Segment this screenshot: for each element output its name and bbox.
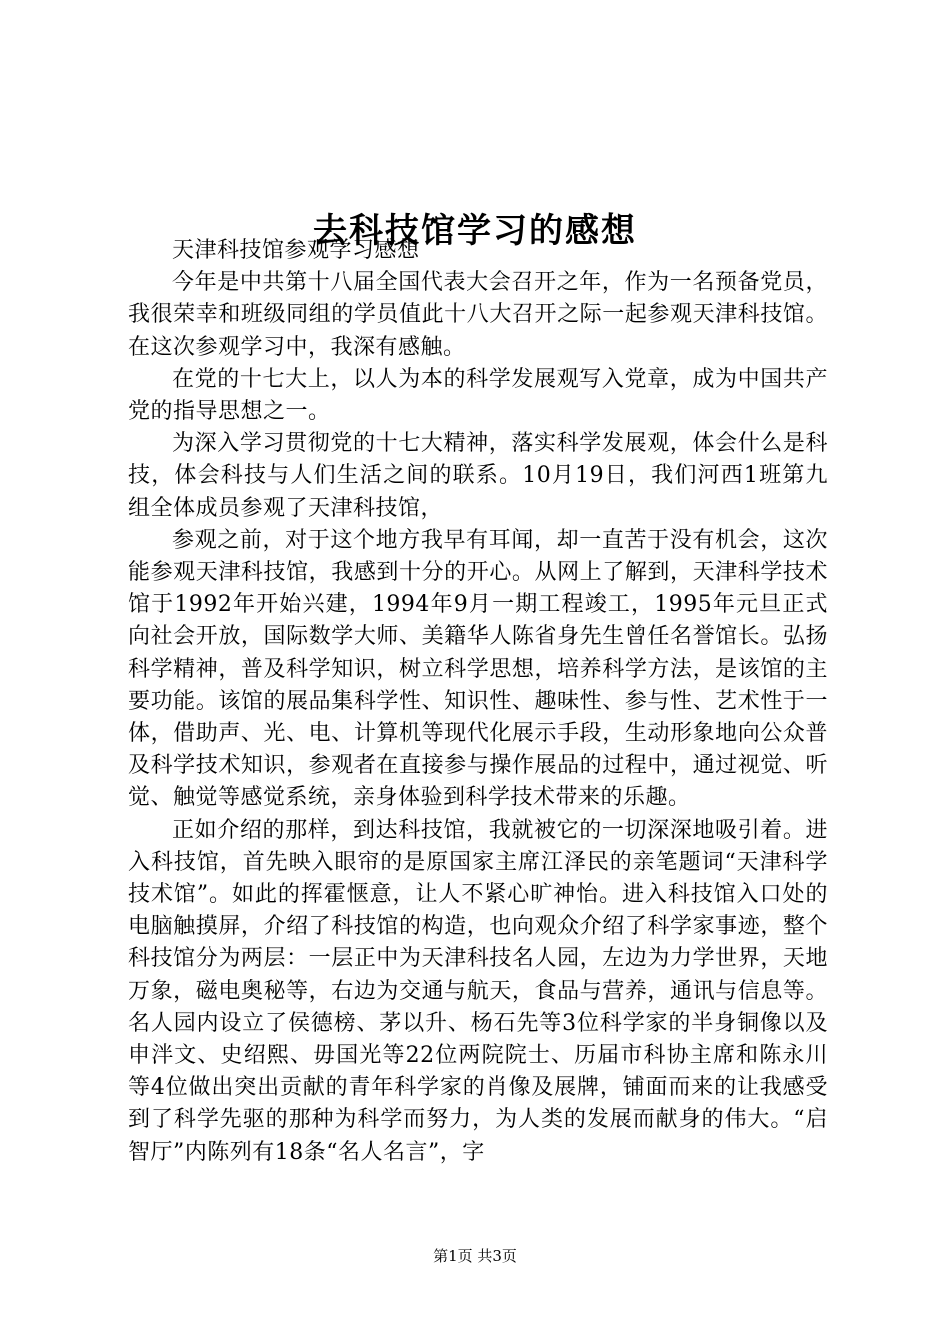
document-body	[128, 235, 828, 1169]
paragraph: 天津科技馆参观学习感想	[172, 238, 420, 263]
paragraph: 参观之前，对于这个地方我早有耳闻，却一直苦于没有机会，这次能参观天津科技馆，我感到十分的开心。从网上了解到，天津科学技术馆于1992年开始兴建，1994年9月一期工程竣工，1995年元旦正式向社会开放，国际数学大师、美籍华人陈省身先生曾任名誉馆长。弘扬科学精神，普及科学知识，树立科学思想，培养科学方法，是该馆的主要功能。该馆的展品集科学性、知识性、趣味性、参与性、艺术性于一体，借助声、光、电、计算机等现代化展示手段，生动形象地向公众普及科学技术知识，参观者在直接参与操作展品的过程中，通过视觉、听觉、触觉等感觉系统，亲身体验到科学技术带来的乐趣。	[128, 527, 828, 811]
paragraph: 今年是中共第十八届全国代表大会召开之年，作为一名预备党员，我很荣幸和班级同组的学员值此十八大召开之际一起参观天津科技馆。在这次参观学习中，我深有感触。	[128, 270, 828, 360]
paragraph: 在党的十七大上，以人为本的科学发展观写入党章，成为中国共产党的指导思想之一。	[128, 366, 828, 425]
document-title: 去科技馆学习的感想	[313, 210, 637, 251]
paragraph: 正如介绍的那样，到达科技馆，我就被它的一切深深地吸引着。进入科技馆，首先映入眼帘的是原国家主席江泽民的亲笔题词“天津科学技术馆”。如此的挥霍惬意，让人不紧心旷神怡。进入科技馆入口处的电脑触摸屏，介绍了科技馆的构造，也向观众介绍了科学家事迹，整个科技馆分为两层：一层正中为天津科技名人园，左边为力学世界，天地万象，磁电奥秘等，右边为交通与航天，食品与营养，通讯与信息等。名人园内设立了侯德榜、茅以升、杨石先等3位科学家的半身铜像以及申泮文、史绍熙、毋国光等22位两院院士、历届市科协主席和陈永川等4位做出突出贡献的青年科学家的肖像及展牌，铺面而来的让我感受到了科学先驱的那种为科学而努力，为人类的发展而献身的伟大。“启智厅”内陈列有18条“名人名言”，字	[128, 817, 828, 1165]
paragraph: 为深入学习贯彻党的十七大精神，落实科学发展观，体会什么是科技，体会科技与人们生活之间的联系。10月19日，我们河西1班第九组全体成员参观了天津科技馆，	[128, 431, 828, 521]
page-footer: 第1页 共3页	[433, 1247, 517, 1265]
